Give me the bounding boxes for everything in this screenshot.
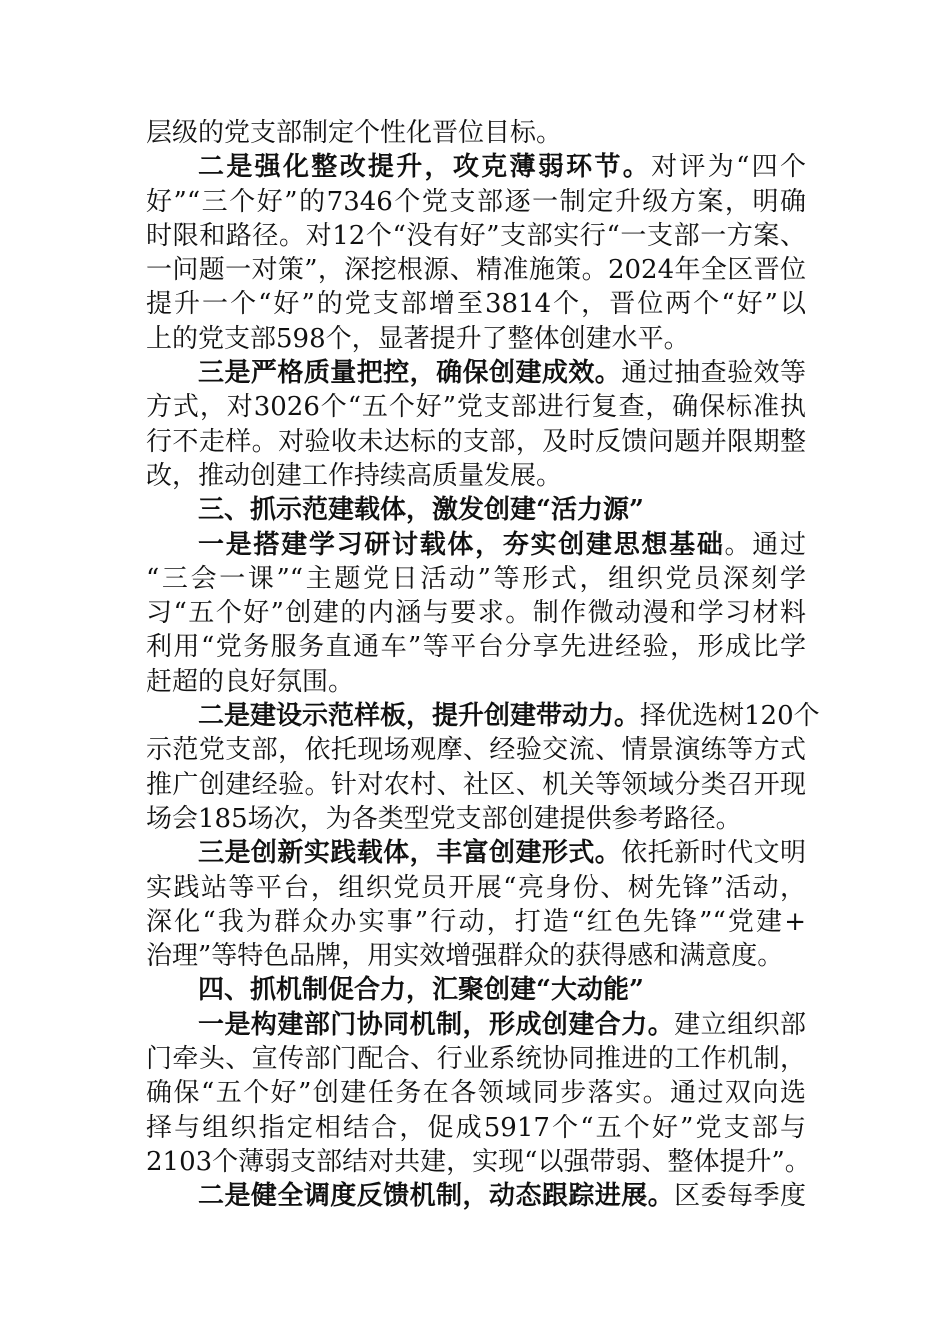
text-line <box>146 356 806 390</box>
text-line <box>146 699 820 733</box>
body-text: 方式，对3026个“五个好”党支部进行复查，确保标准执 <box>146 392 806 423</box>
text-line <box>146 322 806 356</box>
body-text: 建立组织部 <box>674 1009 806 1040</box>
body-text: 行不走样。对验收未达标的支部，及时反馈问题并限期整 <box>146 426 806 457</box>
text-line <box>146 905 806 939</box>
text-line <box>146 630 806 664</box>
body-text: 场会185场次，为各类型党支部创建提供参考路径。 <box>146 803 742 834</box>
body-text: 时限和路径。对12个“没有好”支部实行“一支部一方案、 <box>146 220 806 251</box>
text-line <box>146 1179 806 1213</box>
section-heading <box>146 973 806 1007</box>
body-text: 习“五个好”创建的内涵与要求。制作微动漫和学习材料 <box>146 598 806 629</box>
body-text: 层级的党支部制定个性化晋位目标。 <box>146 118 563 148</box>
text-line <box>146 871 806 905</box>
bold-lead-phrase: 三、抓示范建载体，激发创建“活力源” <box>198 495 644 526</box>
body-text: 。通过 <box>724 529 806 560</box>
text-line <box>146 219 806 253</box>
body-text: 深化“我为群众办实事”行动，打造“红色先锋”“党建+ <box>146 906 806 937</box>
text-line <box>146 390 806 424</box>
text-line <box>146 1145 811 1179</box>
text-line <box>146 768 806 802</box>
bold-lead-phrase: 三是创新实践载体，丰富创建形式。 <box>198 838 622 869</box>
body-text: 实践站等平台，组织党员开展“亮身份、树先锋”活动， <box>146 872 806 903</box>
bold-lead-phrase: 二是建设示范样板，提升创建带动力。 <box>198 701 641 732</box>
text-line <box>146 1111 806 1145</box>
text-line <box>146 1008 806 1042</box>
text-line <box>146 425 806 459</box>
body-text: 赶超的良好氛围。 <box>146 666 355 697</box>
bold-lead-phrase: 二是健全调度反馈机制，动态跟踪进展。 <box>198 1181 675 1212</box>
text-line <box>146 562 806 596</box>
body-text: “三会一课”“主题党日活动”等形式，组织党员深刻学 <box>146 563 806 594</box>
body-text: 对评为“四个 <box>651 152 806 183</box>
body-text: 示范党支部，依托现场观摩、经验交流、情景演练等方式 <box>146 735 806 766</box>
body-text: 上的党支部598个，显著提升了整体创建水平。 <box>146 323 690 354</box>
text-line <box>146 665 806 699</box>
bold-lead-phrase: 三是严格质量把控，确保创建成效。 <box>198 358 622 389</box>
text-line <box>146 253 806 287</box>
text-line <box>146 528 806 562</box>
body-text: 确保“五个好”创建任务在各领域同步落实。通过双向选 <box>146 1078 806 1109</box>
text-line <box>146 459 806 493</box>
body-text: 通过抽查验效等 <box>621 358 806 389</box>
text-line <box>146 185 806 219</box>
text-line <box>146 596 806 630</box>
body-text: 择与组织指定相结合，促成5917个“五个好”党支部与 <box>146 1112 806 1143</box>
text-line <box>146 733 806 767</box>
text-line <box>146 116 806 150</box>
body-text: 利用“党务服务直通车”等平台分享先进经验，形成比学 <box>146 632 806 663</box>
text-line <box>146 1042 806 1076</box>
text-line <box>146 1076 806 1110</box>
bold-lead-phrase: 一是构建部门协同机制，形成创建合力。 <box>198 1009 675 1040</box>
bold-lead-phrase: 一是搭建学习研讨载体，夯实创建思想基础 <box>198 529 725 560</box>
body-text: 好”“三个好”的7346个党支部逐一制定升级方案，明确 <box>146 186 806 217</box>
document-body <box>146 116 820 1214</box>
body-text: 门牵头、宣传部门配合、行业系统协同推进的工作机制， <box>146 1044 806 1075</box>
body-text: 改，推动创建工作持续高质量发展。 <box>146 460 563 491</box>
text-line <box>146 802 806 836</box>
body-text: 择优选树120个 <box>640 701 820 732</box>
section-heading <box>146 493 806 527</box>
body-text: 2103个薄弱支部结对共建，实现“以强带弱、整体提升”。 <box>146 1146 811 1177</box>
body-text: 区委每季度 <box>674 1181 806 1212</box>
text-line <box>146 836 806 870</box>
body-text: 推广创建经验。针对农村、社区、机关等领域分类召开现 <box>146 769 806 800</box>
body-text: 依托新时代文明 <box>621 838 806 869</box>
text-line <box>146 939 806 973</box>
body-text: 一问题一对策”，深挖根源、精准施策。2024年全区晋位 <box>146 255 806 286</box>
bold-lead-phrase: 二是强化整改提升，攻克薄弱环节。 <box>198 152 652 183</box>
text-line <box>146 150 806 184</box>
body-text: 提升一个“好”的党支部增至3814个，晋位两个“好”以 <box>146 289 806 320</box>
body-text: 治理”等特色品牌，用实效增强群众的获得感和满意度。 <box>146 941 784 972</box>
bold-lead-phrase: 四、抓机制促合力，汇聚创建“大动能” <box>198 975 644 1006</box>
text-line <box>146 287 806 321</box>
